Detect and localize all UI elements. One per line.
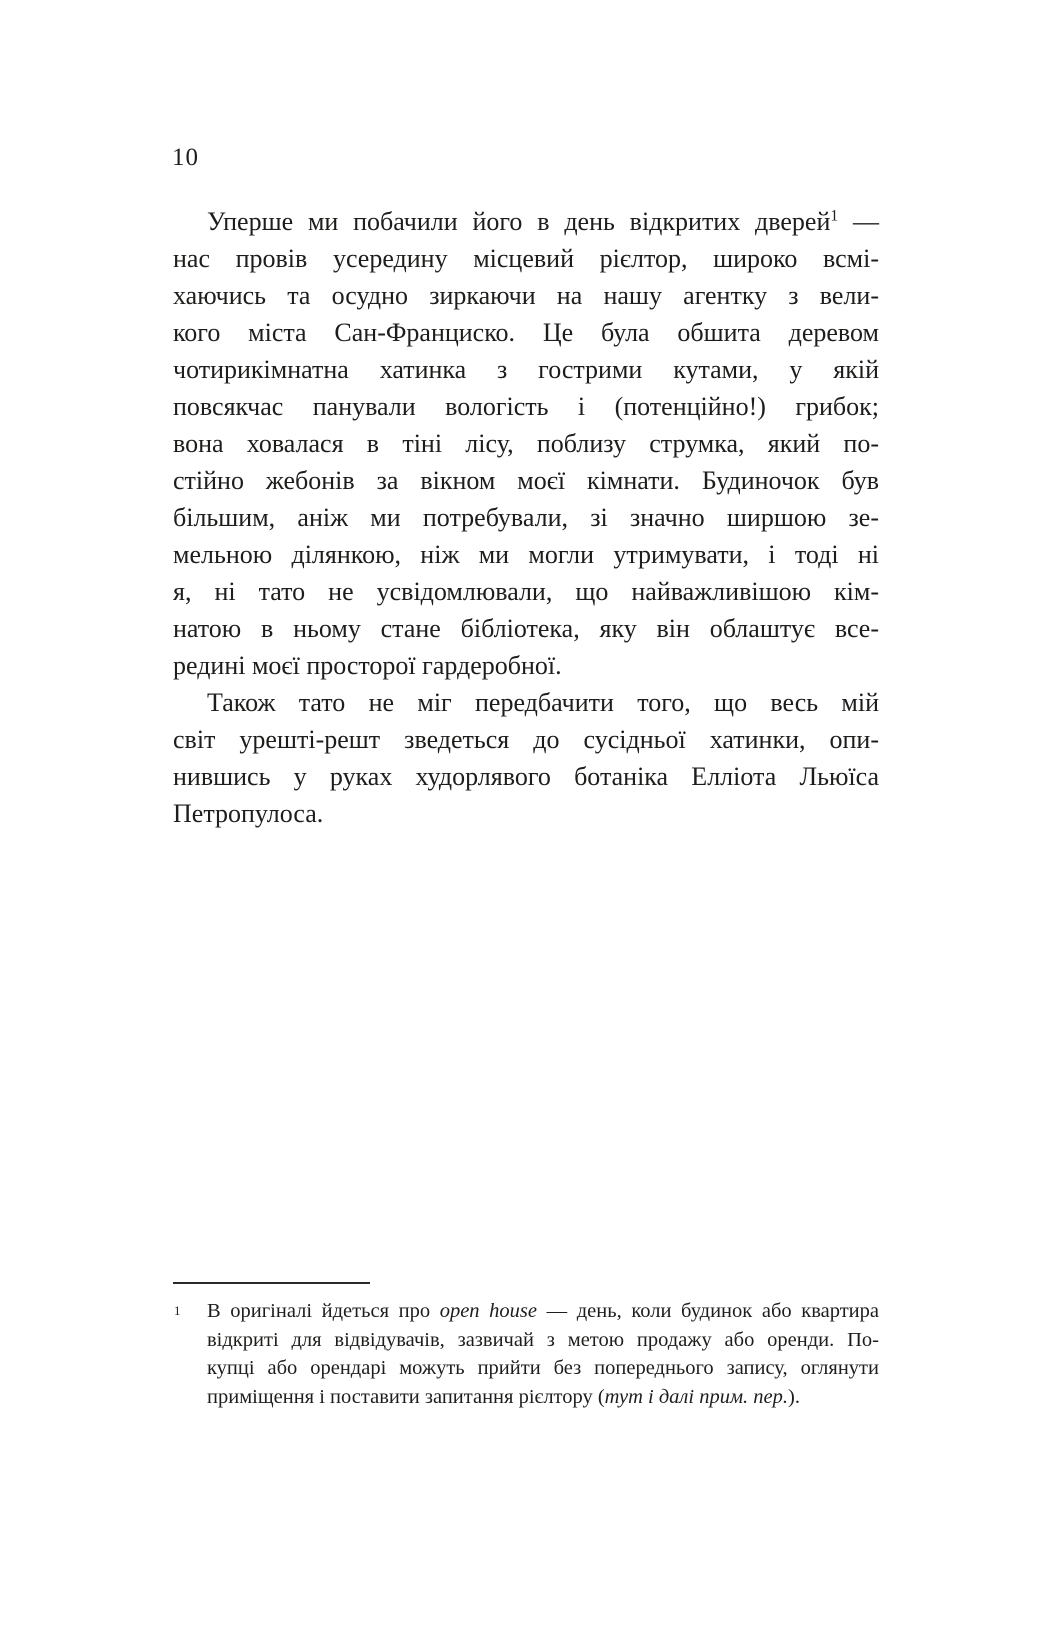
text-segment: Також тато не міг передбачити того, що весь мій bbox=[207, 688, 879, 717]
text-segment: купці або орендарі можуть прийти без попереднього запису, оглянути bbox=[207, 1357, 879, 1379]
footnote-line bbox=[207, 1383, 879, 1412]
text-segment: редині моєї просторої гардеробної. bbox=[173, 651, 562, 680]
italic-text-segment: тут і далі прим. пер. bbox=[604, 1385, 789, 1408]
body-text-line bbox=[173, 499, 879, 536]
text-segment: світ урешті-решт зведеться до сусідньої хатинки, опи- bbox=[173, 725, 879, 754]
text-segment: — день, коли будинок або квартира bbox=[537, 1300, 879, 1322]
text-segment: Петропулоса. bbox=[173, 799, 324, 828]
text-segment: чотирикімнатна хатинка з гострими кутами, у якій bbox=[173, 355, 879, 384]
body-text-line bbox=[173, 647, 879, 684]
text-segment: я, ні тато не усвідомлювали, що найважливішою кім- bbox=[173, 577, 879, 606]
body-text-line bbox=[173, 462, 879, 499]
text-segment: приміщення і поставити запитання рієлтору ( bbox=[207, 1385, 605, 1408]
text-segment: більшим, аніж ми потребували, зі значно ширшою зе- bbox=[173, 503, 879, 532]
page-number: 10 bbox=[172, 144, 199, 171]
text-segment: стійно жебонів за вікном моєї кімнати. Будиночок був bbox=[173, 466, 879, 495]
body-text-line bbox=[173, 388, 879, 425]
body-text-line bbox=[173, 684, 879, 721]
footnote-separator bbox=[173, 1282, 370, 1284]
italic-text-segment: open house bbox=[439, 1300, 537, 1322]
body-text-line bbox=[173, 721, 879, 758]
body-text-line bbox=[173, 536, 879, 573]
footnote-line bbox=[207, 1297, 879, 1326]
text-segment: відкриті для відвідувачів, зазвичай з метою продажу або оренди. По- bbox=[207, 1328, 879, 1351]
text-segment: натою в ньому стане бібліотека, яку він облаштує все- bbox=[173, 614, 879, 643]
footnote-text bbox=[207, 1297, 879, 1411]
text-segment: мельною ділянкою, ніж ми могли утримувати, і тоді ні bbox=[173, 540, 879, 569]
text-segment: нас провів усередину місцевий рієлтор, широко всмі- bbox=[173, 244, 879, 273]
text-segment: Уперше ми побачили його в день відкритих дверей bbox=[207, 207, 831, 236]
footnote-reference: 1 bbox=[830, 207, 839, 225]
text-segment: — bbox=[838, 207, 880, 236]
body-text-line bbox=[173, 314, 879, 351]
text-segment: кого міста Сан-Франциско. Це була обшита деревом bbox=[173, 318, 879, 347]
body-text-line bbox=[173, 610, 879, 647]
footnote bbox=[174, 1297, 879, 1411]
text-segment: нившись у руках худорлявого ботаніка Елліота Льюїса bbox=[173, 762, 879, 791]
body-text-line bbox=[173, 203, 879, 240]
footnote-line bbox=[207, 1354, 879, 1383]
text-segment: хаючись та осудно зиркаючи на нашу агентку з вели- bbox=[173, 281, 879, 310]
text-segment: вона ховалася в тіні лісу, поблизу струмка, який по- bbox=[173, 429, 879, 458]
text-segment: повсякчас панували вологість і (потенційно!) грибок; bbox=[173, 392, 879, 421]
footnote-marker: 1 bbox=[174, 1303, 181, 1318]
body-text-line bbox=[173, 277, 879, 314]
body-text-line bbox=[173, 758, 879, 795]
footnote-line bbox=[207, 1326, 879, 1355]
body-text bbox=[173, 203, 879, 832]
body-text-line bbox=[173, 240, 879, 277]
body-text-line bbox=[173, 425, 879, 462]
text-segment: В оригіналі йдеться про bbox=[207, 1300, 440, 1322]
text-segment: ). bbox=[788, 1385, 800, 1408]
body-text-line bbox=[173, 351, 879, 388]
body-text-line bbox=[173, 573, 879, 610]
body-text-line bbox=[173, 795, 879, 832]
